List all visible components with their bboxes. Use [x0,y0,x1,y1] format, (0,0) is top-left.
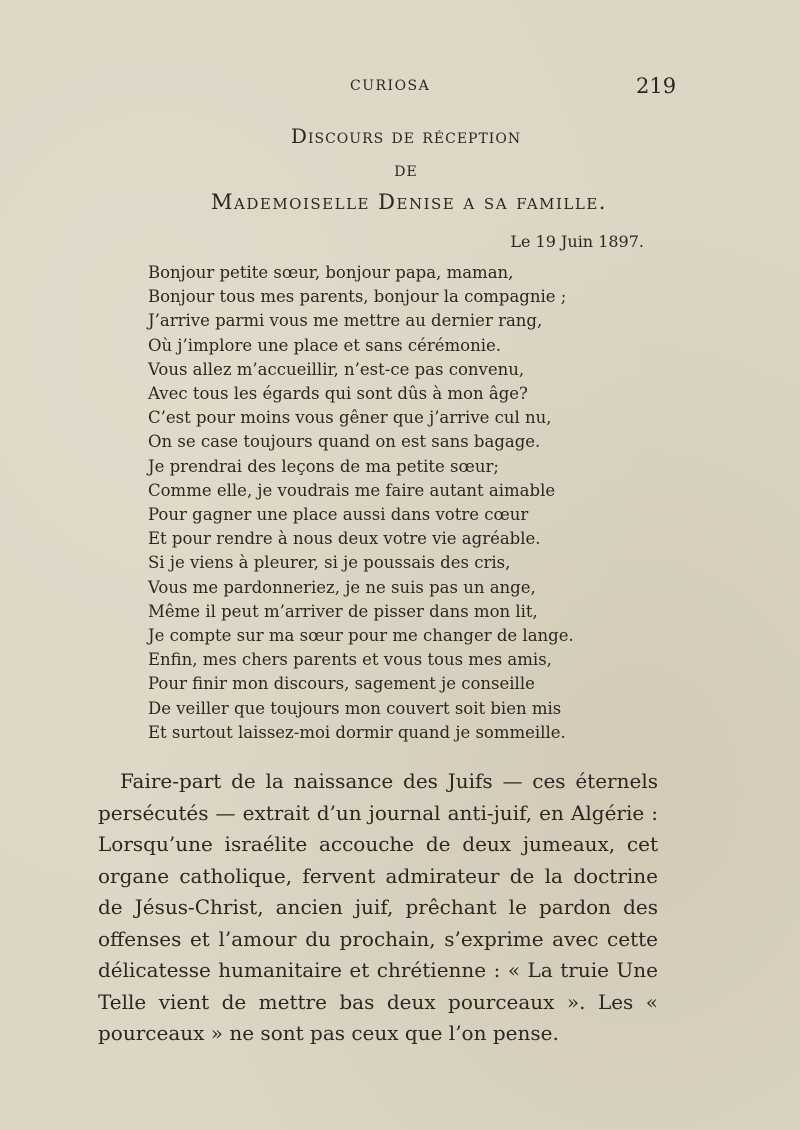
poem-line: On se case toujours quand on est sans bagage. [148,432,541,452]
title-line-1: Discours de réception [290,124,522,148]
running-header [0,74,800,98]
poem-line: Enfin, mes chers parents et vous tous mes amis, [148,650,552,670]
poem-line: Pour gagner une place aussi dans votre cœur [148,505,529,525]
poem-line: C’est pour moins vous gêner que j’arrive cul nu, [148,408,552,428]
poem-line: Comme elle, je voudrais me faire autant aimable [148,480,556,500]
poem [148,261,668,745]
poem-line: J’arrive parmi vous me mettre au dernier rang, [148,311,543,331]
dateline: Le 19 Juin 1897. [510,232,644,251]
poem-line: Bonjour petite sœur, bonjour papa, maman, [148,263,514,282]
poem-line: De veiller que toujours mon couvert soit bien mis [148,698,562,718]
poem-line: Vous allez m’accueillir, n’est-ce pas convenu, [148,359,525,379]
poem-line: Je prendrai des leçons de ma petite sœur; [148,456,499,476]
poem-line: Avec tous les égards qui sont dûs à mon âge? [148,384,528,404]
poem-line: Je compte sur ma sœur pour me changer de lange. [148,626,574,646]
poem-line: Et pour rendre à nous deux votre vie agréable. [148,529,541,549]
running-title: CURIOSA [350,78,431,94]
poem-line: Même il peut m’arriver de pisser dans mon lit, [148,601,538,621]
title-line-3: Mademoiselle Denise a sa famille. [211,190,607,214]
page-number: 219 [636,74,677,98]
prose-paragraph: Faire-part de la naissance des Juifs — ces éternels persécutés — extrait d’un journal anti-juif, en Algérie : Lorsqu’une israélite accouche de deux jumeaux, cet organe catholique, fervent admirateur de la doctrine de Jésus-Christ, ancien juif, prêchant le pardon des offenses et l’amour du prochain, s’exprime avec cette délicatesse humanitaire et chrétienne : « La truie Une Telle vient de mettre bas deux pourceaux ». Les « pourceaux » ne sont pas ceux que l’on pense. [98,769,658,1045]
poem-line: Où j’implore une place et sans cérémonie. [148,335,501,355]
poem-line: Et surtout laissez-moi dormir quand je sommeille. [148,722,566,742]
poem-line: Pour finir mon discours, sagement je conseille [148,674,535,694]
poem-line: Si je viens à pleurer, si je poussais des cris, [148,553,511,573]
title-line-2: DE [394,164,418,180]
poem-line: Vous me pardonneriez, je ne suis pas un ange, [148,577,536,597]
poem-line: Bonjour tous mes parents, bonjour la compagnie ; [148,287,567,307]
